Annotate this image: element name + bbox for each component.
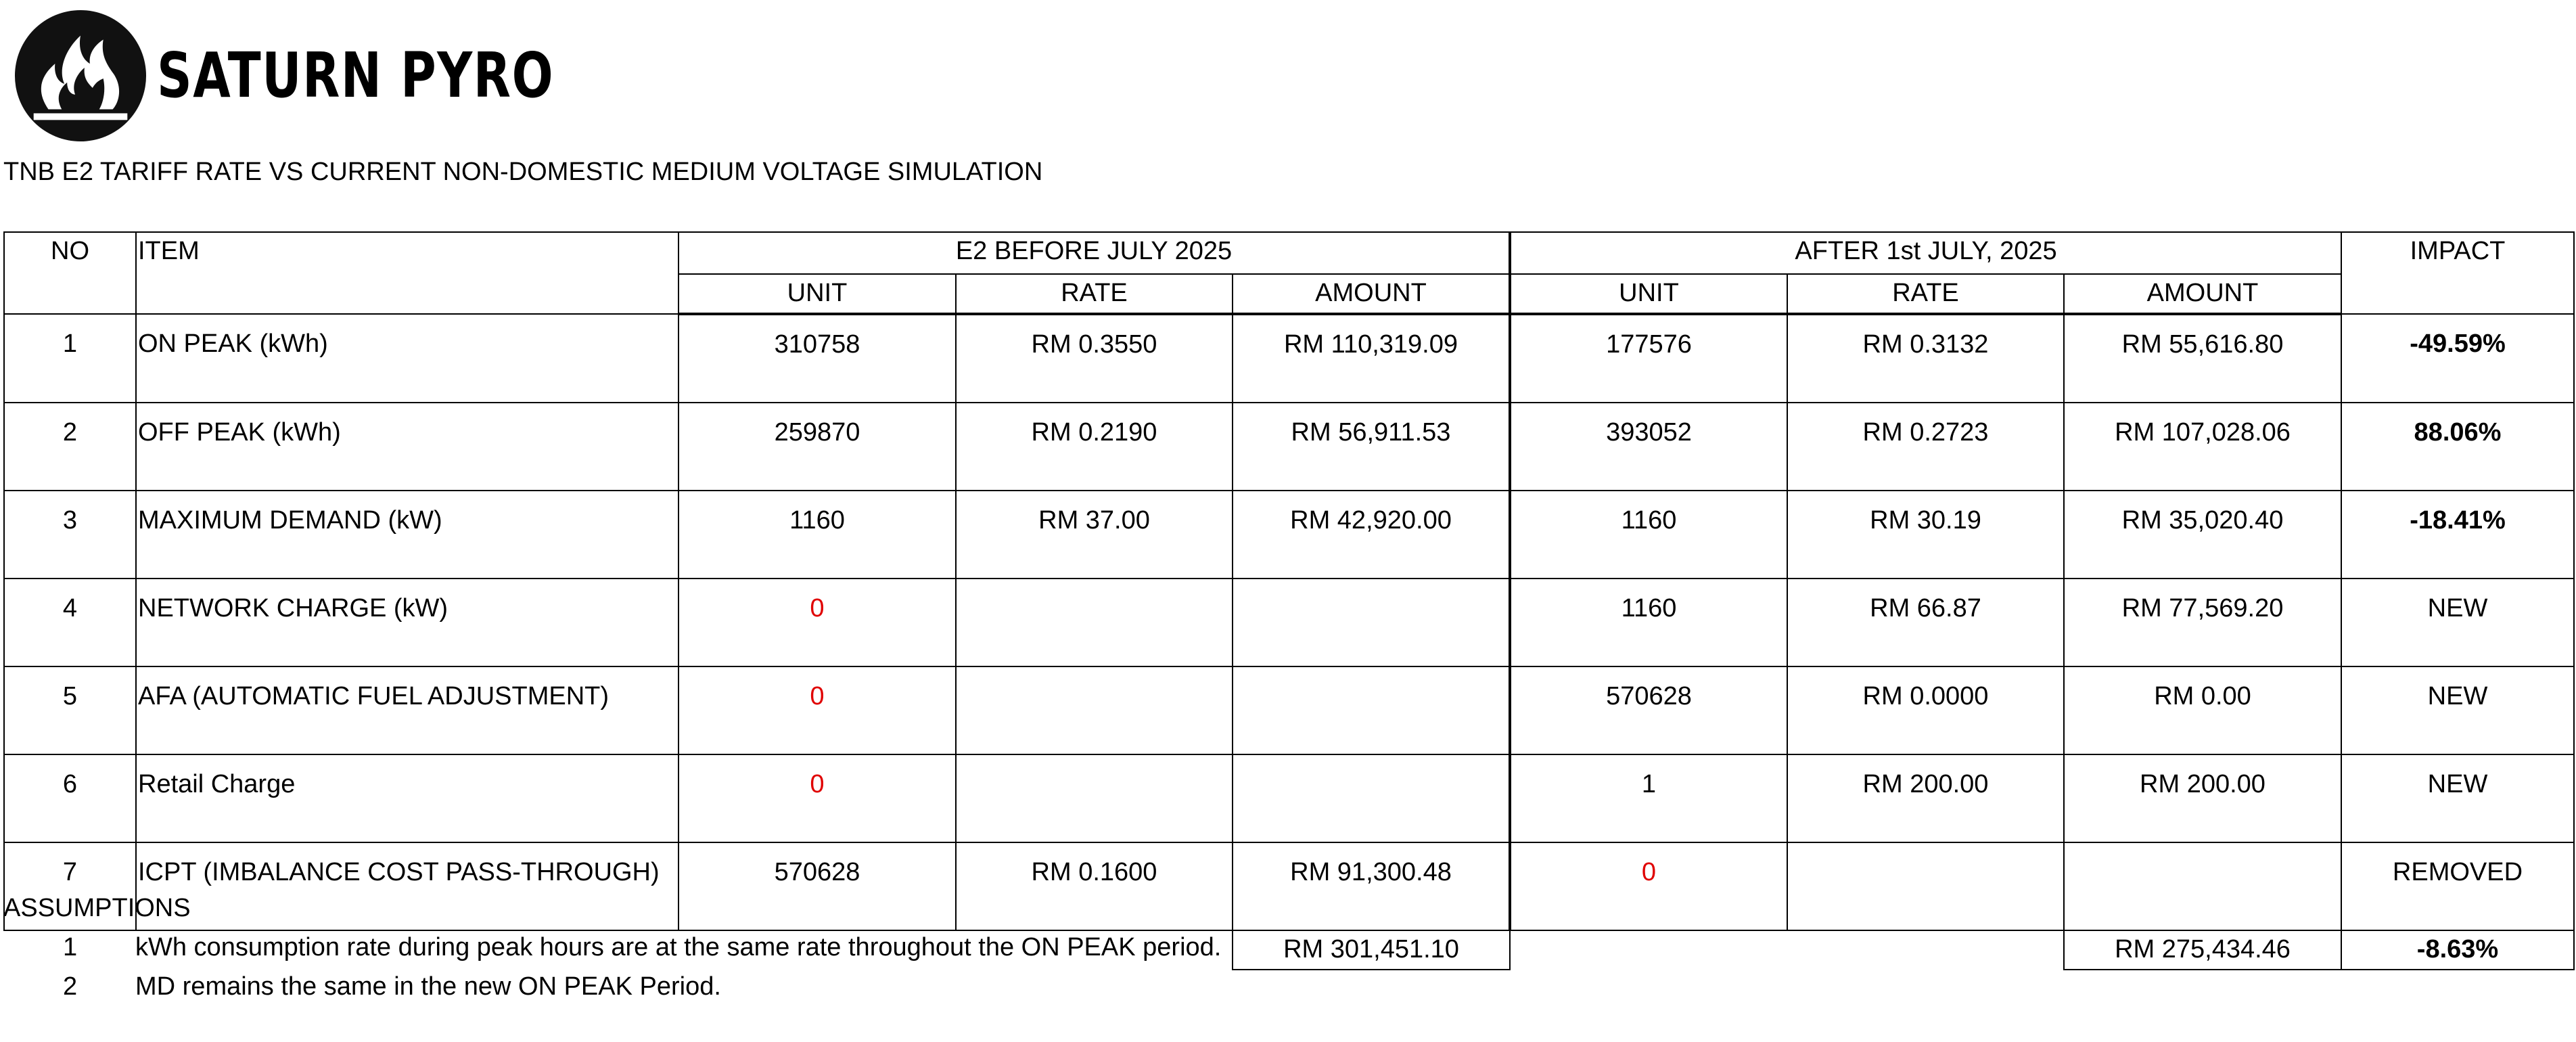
assumption-number: 2 (63, 972, 78, 1001)
row-before-rate: RM 0.3550 (956, 314, 1233, 403)
row-after-amount: RM 200.00 (2064, 754, 2341, 842)
row-before-rate: RM 0.2190 (956, 403, 1233, 491)
row-item: OFF PEAK (kWh) (136, 403, 678, 491)
row-impact: NEW (2341, 579, 2574, 666)
row-after-amount: RM 55,616.80 (2064, 314, 2341, 403)
row-no: 2 (4, 403, 136, 491)
row-no: 3 (4, 491, 136, 579)
row-before-unit: 0 (678, 666, 956, 754)
row-before-rate (956, 579, 1233, 666)
document-title: TNB E2 TARIFF RATE VS CURRENT NON-DOMESTIC MEDIUM VOLTAGE SIMULATION (3, 158, 1043, 186)
row-after-rate: RM 0.0000 (1787, 666, 2064, 754)
brand-name: SATURN PYRO (157, 39, 555, 112)
row-before-rate: RM 37.00 (956, 491, 1233, 579)
row-before-unit: 0 (678, 579, 956, 666)
header-before-amount: AMOUNT (1233, 274, 1510, 314)
assumption-item (3, 972, 1221, 1011)
header-before-unit: UNIT (678, 274, 956, 314)
row-after-amount (2064, 842, 2341, 930)
row-item: NETWORK CHARGE (kW) (136, 579, 678, 666)
total-impact: -8.63% (2341, 930, 2574, 970)
flame-logo-icon (14, 9, 147, 143)
row-no: 6 (4, 754, 136, 842)
row-before-unit: 570628 (678, 842, 956, 930)
assumption-item (3, 932, 1221, 972)
header-before-rate: RATE (956, 274, 1233, 314)
row-after-amount: RM 77,569.20 (2064, 579, 2341, 666)
header-after-unit: UNIT (1510, 274, 1787, 314)
row-before-rate: RM 0.1600 (956, 842, 1233, 930)
header-row (4, 232, 2574, 274)
row-after-rate: RM 30.19 (1787, 491, 2064, 579)
row-after-unit: 0 (1510, 842, 1787, 930)
row-after-rate: RM 0.3132 (1787, 314, 2064, 403)
row-before-amount: RM 42,920.00 (1233, 491, 1510, 579)
row-item: ICPT (IMBALANCE COST PASS-THROUGH) (136, 842, 678, 930)
row-impact: NEW (2341, 754, 2574, 842)
row-after-unit: 570628 (1510, 666, 1787, 754)
row-before-rate (956, 754, 1233, 842)
row-before-amount: RM 91,300.48 (1233, 842, 1510, 930)
row-before-amount: RM 110,319.09 (1233, 314, 1510, 403)
header-before-group: E2 BEFORE JULY 2025 (678, 232, 1510, 274)
company-logo (14, 8, 666, 143)
row-after-rate (1787, 842, 2064, 930)
row-after-amount: RM 107,028.06 (2064, 403, 2341, 491)
row-after-unit: 1160 (1510, 579, 1787, 666)
row-item: MAXIMUM DEMAND (kW) (136, 491, 678, 579)
row-before-amount: RM 56,911.53 (1233, 403, 1510, 491)
row-after-unit: 393052 (1510, 403, 1787, 491)
row-item: AFA (AUTOMATIC FUEL ADJUSTMENT) (136, 666, 678, 754)
row-no: 7 (4, 842, 136, 930)
row-item: Retail Charge (136, 754, 678, 842)
row-after-unit: 177576 (1510, 314, 1787, 403)
assumptions-heading: ASSUMPTIONS (3, 894, 191, 922)
total-after-amount: RM 275,434.46 (2064, 930, 2341, 970)
row-no: 1 (4, 314, 136, 403)
row-impact: REMOVED (2341, 842, 2574, 930)
row-impact: 88.06% (2341, 403, 2574, 491)
assumption-text: kWh consumption rate during peak hours are at the same rate throughout the ON PEAK period. (135, 933, 1222, 961)
row-before-amount (1233, 754, 1510, 842)
assumption-number: 1 (63, 933, 78, 961)
header-after-rate: RATE (1787, 274, 2064, 314)
row-before-amount (1233, 666, 1510, 754)
header-impact: IMPACT (2341, 232, 2574, 314)
table-row (4, 491, 2574, 579)
table-row (4, 403, 2574, 491)
table-row (4, 754, 2574, 842)
row-impact: -18.41% (2341, 491, 2574, 579)
header-item: ITEM (136, 232, 678, 314)
row-before-unit: 310758 (678, 314, 956, 403)
row-after-rate: RM 200.00 (1787, 754, 2064, 842)
tariff-table (3, 231, 2575, 970)
row-after-amount: RM 35,020.40 (2064, 491, 2341, 579)
row-before-unit: 0 (678, 754, 956, 842)
row-before-rate (956, 666, 1233, 754)
row-impact: -49.59% (2341, 314, 2574, 403)
row-after-amount: RM 0.00 (2064, 666, 2341, 754)
row-no: 5 (4, 666, 136, 754)
row-item: ON PEAK (kWh) (136, 314, 678, 403)
row-before-unit: 259870 (678, 403, 956, 491)
table-row (4, 314, 2574, 403)
header-after-amount: AMOUNT (2064, 274, 2341, 314)
row-before-unit: 1160 (678, 491, 956, 579)
header-no: NO (4, 232, 136, 314)
row-after-rate: RM 66.87 (1787, 579, 2064, 666)
row-after-unit: 1160 (1510, 491, 1787, 579)
assumptions-section (3, 893, 1221, 1011)
table-row (4, 666, 2574, 754)
row-after-rate: RM 0.2723 (1787, 403, 2064, 491)
header-after-group: AFTER 1st JULY, 2025 (1510, 232, 2341, 274)
total-before-amount: RM 301,451.10 (1233, 930, 1510, 970)
row-no: 4 (4, 579, 136, 666)
row-before-amount (1233, 579, 1510, 666)
row-impact: NEW (2341, 666, 2574, 754)
row-after-unit: 1 (1510, 754, 1787, 842)
assumption-text: MD remains the same in the new ON PEAK Period. (135, 972, 721, 1001)
table-row (4, 579, 2574, 666)
